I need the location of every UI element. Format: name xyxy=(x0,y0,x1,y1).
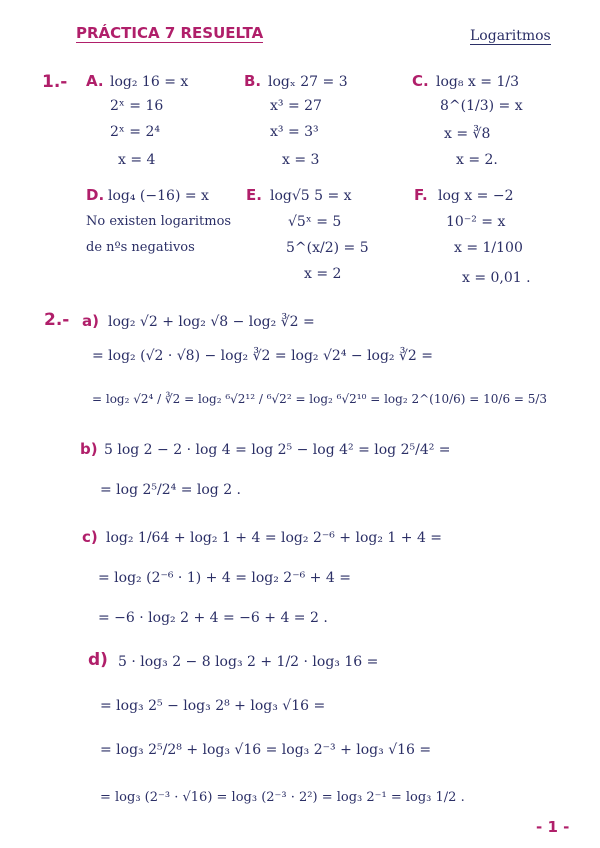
ex2-a-line1: log₂ √2 + log₂ √8 − log₂ ∛2 = xyxy=(108,314,315,330)
ex1-d-line2: No existen logaritmos xyxy=(86,214,232,229)
exercise-2-number: 2.- xyxy=(44,310,70,330)
ex2-c-line3: = −6 · log₂ 2 + 4 = −6 + 4 = 2 . xyxy=(98,610,328,626)
ex1-a-line1: log₂ 16 = x xyxy=(110,74,189,90)
ex2-a-line2: = log₂ (√2 · √8) − log₂ ∛2 = log₂ √2⁴ − log₂ ∛2 = xyxy=(92,348,434,364)
ex1-e-line2: √5ˣ = 5 xyxy=(288,214,342,230)
ex2-d-line1: 5 · log₃ 2 − 8 log₃ 2 + 1/2 · log₃ 16 = xyxy=(118,654,379,670)
ex2-d-line3: = log₃ 2⁵/2⁸ + log₃ √16 = log₃ 2⁻³ + log₃ √16 = xyxy=(100,742,432,758)
ex1-d-label: D. xyxy=(86,186,105,204)
ex1-d-line1: log₄ (−16) = x xyxy=(108,188,209,204)
ex2-a-line3: = log₂ √2⁴ / ∛2 = log₂ ⁶√2¹² / ⁶√2² = log₂ ⁶√2¹⁰ = log₂ 2^(10/6) = 10/6 = 5/3 xyxy=(92,392,548,406)
ex1-f-label: F. xyxy=(414,186,428,204)
ex1-e-line4: x = 2 xyxy=(304,266,342,282)
ex2-b-line2: = log 2⁵/2⁴ = log 2 . xyxy=(100,482,242,498)
ex1-c-line4: x = 2. xyxy=(456,152,498,168)
ex1-c-line1: log₈ x = 1/3 xyxy=(436,74,519,90)
ex2-c-label: c) xyxy=(82,528,98,546)
ex1-e-line1: log√5 5 = x xyxy=(270,188,352,204)
ex1-e-label: E. xyxy=(246,186,262,204)
ex1-c-label: C. xyxy=(412,72,429,90)
page-title: PRÁCTICA 7 RESUELTA xyxy=(76,24,264,42)
ex1-c-line3: x = ∛8 xyxy=(444,126,491,142)
ex1-c-line2: 8^(1/3) = x xyxy=(440,98,523,114)
ex1-f-line4: x = 0,01 . xyxy=(462,270,531,286)
ex2-d-line2: = log₃ 2⁵ − log₃ 2⁸ + log₃ √16 = xyxy=(100,698,326,714)
ex1-b-line3: x³ = 3³ xyxy=(270,124,319,140)
ex1-b-label: B. xyxy=(244,72,262,90)
ex2-b-label: b) xyxy=(80,440,98,458)
ex1-b-line4: x = 3 xyxy=(282,152,320,168)
ex2-d-label: d) xyxy=(88,650,108,670)
topic-label: Logaritmos xyxy=(470,28,551,44)
ex1-b-line2: x³ = 27 xyxy=(270,98,322,114)
ex1-f-line1: log x = −2 xyxy=(438,188,514,204)
ex1-a-line3: 2ˣ = 2⁴ xyxy=(110,124,160,140)
ex1-a-line4: x = 4 xyxy=(118,152,156,168)
ex1-b-line1: logₓ 27 = 3 xyxy=(268,74,348,90)
page-number: - 1 - xyxy=(536,818,570,836)
exercise-1-number: 1.- xyxy=(42,72,68,92)
ex1-f-line2: 10⁻² = x xyxy=(446,214,506,230)
ex1-d-line3: de nºs negativos xyxy=(86,240,195,255)
ex1-f-line3: x = 1/100 xyxy=(454,240,523,256)
ex2-c-line2: = log₂ (2⁻⁶ · 1) + 4 = log₂ 2⁻⁶ + 4 = xyxy=(98,570,351,586)
ex1-a-label: A. xyxy=(86,72,104,90)
ex1-e-line3: 5^(x/2) = 5 xyxy=(286,240,369,256)
ex1-a-line2: 2ˣ = 16 xyxy=(110,98,164,114)
ex2-d-line4: = log₃ (2⁻³ · √16) = log₃ (2⁻³ · 2²) = log₃ 2⁻¹ = log₃ 1/2 . xyxy=(100,790,465,805)
ex2-b-line1: 5 log 2 − 2 · log 4 = log 2⁵ − log 4² = log 2⁵/4² = xyxy=(104,442,451,458)
ex2-c-line1: log₂ 1/64 + log₂ 1 + 4 = log₂ 2⁻⁶ + log₂ 1 + 4 = xyxy=(106,530,443,546)
ex2-a-label: a) xyxy=(82,312,99,330)
